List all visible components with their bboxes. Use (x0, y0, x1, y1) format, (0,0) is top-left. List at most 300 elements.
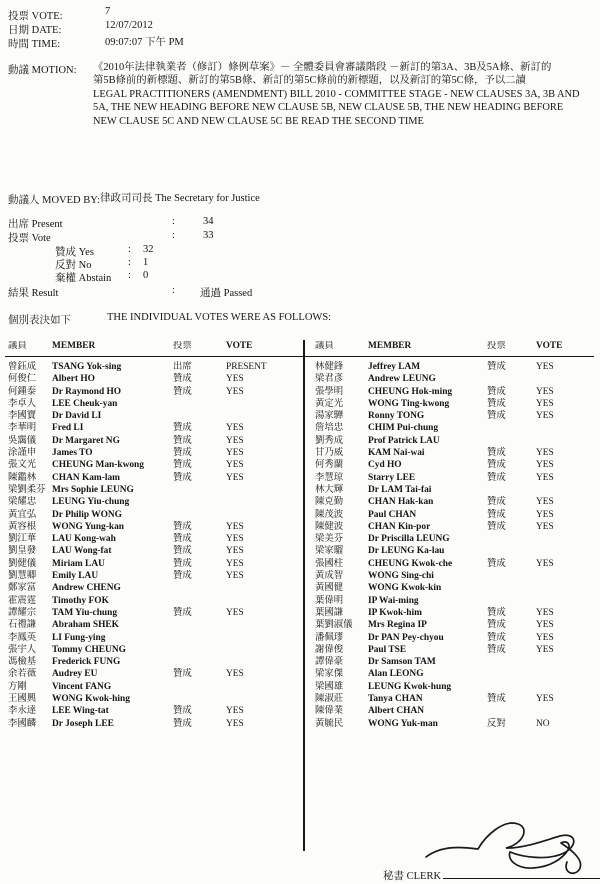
member-row (8, 619, 297, 631)
member-vote-zh: 贊成 (173, 607, 192, 618)
member-vote-zh: 贊成 (487, 644, 506, 655)
member-vote-en (226, 681, 297, 693)
member-name-en: CHEUNG Hok-ming (368, 386, 453, 397)
member-vote-en: YES (226, 460, 244, 471)
member-vote-en: YES (226, 718, 244, 729)
header-member-en: MEMBER (52, 341, 96, 351)
member-name-en: Ronny TONG (368, 411, 425, 422)
member-row (8, 422, 297, 434)
member-name-zh: 詹培忠 (315, 423, 344, 434)
individual-votes-label-en: THE INDIVIDUAL VOTES WERE AS FOLLOWS: (107, 312, 332, 323)
member-vote-zh (487, 668, 536, 680)
member-row (8, 533, 297, 545)
member-vote-en: YES (536, 411, 554, 422)
member-row (315, 705, 593, 717)
member-vote-en (226, 632, 297, 644)
member-vote-en (226, 595, 297, 607)
member-vote-en: YES (226, 435, 244, 446)
member-vote-zh: 贊成 (173, 374, 192, 385)
motion-line-4: 5A, THE NEW HEADING BEFORE NEW CLAUSE 5B, NEW CLAUSE 5B, THE NEW HEADING BEFORE (93, 102, 564, 114)
member-name-en: WONG Yuk-man (368, 718, 438, 729)
member-name-en: LEE Wing-tat (52, 706, 109, 717)
member-vote-zh: 贊成 (487, 694, 506, 705)
member-vote-zh (173, 398, 226, 410)
member-vote-en: YES (536, 644, 554, 655)
member-name-en: Alan LEONG (368, 669, 424, 680)
member-name-zh: 李卓人 (8, 398, 37, 409)
member-vote-zh: 贊成 (173, 435, 192, 446)
member-vote-zh: 贊成 (487, 460, 506, 471)
member-name-en: Jeffrey LAM (368, 362, 421, 372)
member-vote-en: YES (226, 472, 244, 483)
member-vote-en: YES (536, 386, 554, 397)
member-vote-zh (487, 435, 536, 447)
member-vote-en: YES (536, 472, 554, 483)
member-row (8, 656, 297, 668)
member-row (315, 545, 593, 557)
member-row (8, 386, 297, 398)
member-name-en: LEUNG Yiu-chung (52, 497, 130, 508)
member-name-zh: 湯家驊 (315, 411, 344, 422)
motion-line-1: 《2010年法律執業者（修訂）條例草案》－ 全體委員會審議階段 －新訂的第3A、3B及5A條、新訂的 (93, 62, 552, 73)
member-row (8, 410, 297, 422)
member-row (315, 373, 593, 385)
member-name-zh: 黃毓民 (315, 718, 344, 729)
member-name-en: Tommy CHEUNG (52, 644, 126, 655)
colon: : (128, 244, 131, 255)
member-row (8, 681, 297, 693)
member-name-zh: 吳靄儀 (8, 435, 37, 446)
member-vote-en: PRESENT (226, 362, 267, 372)
member-vote-en (226, 582, 297, 594)
table-rows-right (315, 361, 593, 730)
member-name-zh: 甘乃威 (315, 448, 344, 459)
member-row (8, 496, 297, 508)
member-row (315, 521, 593, 533)
member-name-zh: 劉秀成 (315, 435, 344, 446)
member-name-zh: 陳茂波 (315, 509, 344, 520)
member-name-en: Abraham SHEK (52, 620, 119, 631)
present-line (8, 216, 328, 230)
colon: : (172, 230, 175, 241)
member-vote-en (226, 484, 297, 496)
time-value: 09:07:07 下午 PM (105, 37, 184, 48)
member-name-zh: 陳克勤 (315, 497, 344, 508)
vote-number-label: 投票 VOTE: (8, 11, 63, 22)
member-row (8, 582, 297, 594)
member-row (8, 521, 297, 533)
abstain-value: 0 (143, 270, 149, 281)
member-vote-zh: 贊成 (173, 472, 192, 483)
member-name-en: Tanya CHAN (368, 694, 423, 705)
member-row (8, 484, 297, 496)
member-vote-zh (487, 484, 536, 496)
member-vote-en (536, 656, 593, 668)
member-row (315, 361, 593, 373)
member-name-zh: 梁耀忠 (8, 497, 37, 508)
header-vote-en: VOTE (226, 341, 253, 351)
member-vote-en: YES (226, 558, 244, 569)
no-value: 1 (143, 257, 149, 268)
member-vote-en: YES (226, 534, 244, 545)
vote-count-line (8, 230, 328, 244)
member-name-en: Fred LI (52, 423, 84, 434)
vote-count-label: 投票 Vote (8, 233, 51, 244)
motion-label: 動議 MOTION: (8, 65, 77, 76)
member-vote-en (536, 595, 593, 607)
member-name-en: Emily LAU (52, 571, 99, 582)
member-vote-zh (173, 582, 226, 594)
member-name-en: Paul TSE (368, 644, 407, 655)
member-vote-en: YES (226, 374, 244, 385)
member-name-zh: 林大輝 (315, 484, 344, 495)
member-vote-en: YES (536, 398, 554, 409)
member-row (315, 607, 593, 619)
no-count-line (8, 257, 328, 271)
member-name-zh: 梁劉柔芬 (8, 484, 46, 495)
member-name-zh: 李國寶 (8, 411, 37, 422)
member-row (315, 410, 593, 422)
member-name-en: TAM Yiu-chung (52, 607, 118, 618)
member-vote-zh (173, 681, 226, 693)
result-line (8, 285, 328, 299)
member-vote-en: YES (536, 509, 554, 520)
member-name-zh: 陳偉業 (315, 706, 344, 717)
member-name-zh: 張國柱 (315, 558, 344, 569)
member-vote-zh (487, 656, 536, 668)
header-member-en: MEMBER (368, 341, 412, 351)
member-row (315, 693, 593, 705)
member-row (315, 632, 593, 644)
member-vote-zh (173, 619, 226, 631)
member-name-en: Dr LAM Tai-fai (368, 484, 432, 495)
member-row (315, 582, 593, 594)
colon: : (128, 257, 131, 268)
motion-text (93, 61, 595, 128)
abstain-count-line (8, 270, 328, 284)
member-vote-zh (173, 632, 226, 644)
member-vote-en (536, 435, 593, 447)
member-vote-zh: 贊成 (487, 521, 506, 532)
moved-by-line (8, 190, 260, 208)
member-vote-zh: 贊成 (487, 386, 506, 397)
member-vote-zh: 贊成 (487, 632, 506, 643)
present-value: 34 (203, 216, 214, 227)
member-name-en: Miriam LAU (52, 558, 105, 569)
member-name-zh: 余若薇 (8, 669, 37, 680)
member-name-zh: 何鍾泰 (8, 386, 37, 397)
member-name-en: LEUNG Kwok-hung (368, 681, 452, 692)
member-name-en: CHEUNG Man-kwong (52, 460, 144, 471)
member-name-en: Dr Joseph LEE (52, 718, 114, 729)
member-vote-en (536, 422, 593, 434)
member-name-en: Starry LEE (368, 472, 416, 483)
member-name-en: LAU Wong-fat (52, 546, 112, 557)
member-name-zh: 陳鑑林 (8, 472, 37, 483)
table-rows-left (8, 361, 297, 730)
member-vote-en: YES (226, 546, 244, 557)
member-vote-en (536, 533, 593, 545)
member-name-zh: 葉劉淑儀 (315, 620, 353, 631)
time-line (8, 34, 184, 50)
member-vote-en (536, 373, 593, 385)
date-value: 12/07/2012 (105, 20, 153, 31)
member-vote-en: YES (226, 706, 244, 717)
member-name-zh: 黃容根 (8, 521, 37, 532)
member-name-zh: 謝偉俊 (315, 644, 344, 655)
member-row (8, 607, 297, 619)
member-vote-en: YES (536, 620, 554, 631)
member-vote-zh (173, 644, 226, 656)
member-name-en: Paul CHAN (368, 509, 417, 520)
member-vote-zh: 出席 (173, 362, 192, 372)
member-row (8, 545, 297, 557)
member-vote-zh (487, 373, 536, 385)
member-row (315, 509, 593, 521)
member-vote-zh (173, 410, 226, 422)
member-vote-zh: 贊成 (173, 669, 192, 680)
present-label: 出席 Present (8, 219, 63, 230)
member-vote-zh (173, 484, 226, 496)
member-vote-en: YES (226, 448, 244, 459)
member-row (8, 373, 297, 385)
member-name-en: Frederick FUNG (52, 657, 121, 668)
member-row (315, 681, 593, 693)
member-name-en: Dr Priscilla LEUNG (368, 534, 450, 545)
header-vote-en: VOTE (536, 341, 563, 351)
votes-table-left (8, 341, 297, 730)
colon: : (172, 216, 175, 227)
result-label: 結果 Result (8, 288, 59, 299)
member-vote-en: YES (536, 362, 554, 372)
member-vote-en (226, 656, 297, 668)
member-name-zh: 林健鋒 (315, 362, 344, 372)
member-vote-en: YES (536, 632, 554, 643)
member-name-en: Vincent FANG (52, 681, 112, 692)
member-name-en: KAM Nai-wai (368, 448, 425, 459)
member-row (315, 386, 593, 398)
motion-line-3: LEGAL PRACTITIONERS (AMENDMENT) BILL 2010 - COMMITTEE STAGE - NEW CLAUSES 3A, 3B AND (93, 88, 580, 100)
header-member-zh: 議員 (8, 341, 27, 351)
member-vote-en (226, 644, 297, 656)
colon: : (172, 285, 175, 296)
member-name-zh: 梁美芬 (315, 534, 344, 545)
member-name-zh: 黃成智 (315, 571, 344, 582)
member-vote-zh (487, 582, 536, 594)
member-name-en: TSANG Yok-sing (52, 362, 122, 372)
member-vote-zh: 贊成 (173, 460, 192, 471)
member-name-en: CHAN Hak-kan (368, 497, 434, 508)
date-line (8, 20, 153, 36)
member-row (315, 496, 593, 508)
member-name-zh: 涂謹申 (8, 448, 37, 459)
member-name-en: CHEUNG Kwok-che (368, 558, 453, 569)
member-vote-zh: 贊成 (487, 558, 506, 569)
member-vote-en (536, 570, 593, 582)
member-name-zh: 李國麟 (8, 718, 37, 729)
moved-by-value: 律政司司長 The Secretary for Justice (100, 193, 260, 204)
member-vote-en: YES (226, 669, 244, 680)
member-name-zh: 鄭家富 (8, 583, 37, 594)
member-vote-zh: 贊成 (173, 546, 192, 557)
member-name-en: Prof Patrick LAU (368, 435, 440, 446)
member-row (315, 570, 593, 582)
member-row (315, 398, 593, 410)
member-row (315, 422, 593, 434)
member-name-zh: 李華明 (8, 423, 37, 434)
member-name-zh: 李鳳英 (8, 632, 37, 643)
member-row (315, 718, 593, 730)
member-vote-zh (173, 496, 226, 508)
member-row (315, 619, 593, 631)
member-name-zh: 譚耀宗 (8, 607, 37, 618)
member-vote-zh: 贊成 (487, 607, 506, 618)
member-vote-en (226, 509, 297, 521)
member-vote-zh (173, 595, 226, 607)
member-vote-en (536, 705, 593, 717)
member-vote-zh (487, 422, 536, 434)
member-name-zh: 李永達 (8, 706, 37, 717)
no-label: 反對 No (55, 260, 92, 271)
member-row (315, 447, 593, 459)
member-name-en: Dr Philip WONG (52, 509, 122, 520)
motion-line-2: 第5B條前的新標題、新訂的第5B條、新訂的第5C條前的新標題，以及新訂的第5C條，予以二讀 (93, 75, 526, 87)
member-name-en: Mrs Sophie LEUNG (52, 484, 134, 495)
member-vote-zh (487, 570, 536, 582)
member-row (315, 435, 593, 447)
member-row (8, 632, 297, 644)
time-label: 時間 TIME: (8, 39, 61, 50)
table-column-divider (303, 340, 305, 851)
member-name-zh: 黃國健 (315, 583, 344, 594)
member-vote-zh: 贊成 (487, 362, 506, 372)
member-name-zh: 張宇人 (8, 644, 37, 655)
member-vote-en (536, 484, 593, 496)
member-vote-zh: 贊成 (173, 534, 192, 545)
clerk-signature-line (443, 868, 600, 879)
member-name-zh: 張學明 (315, 386, 344, 397)
table-header-left (8, 341, 297, 356)
member-row (8, 718, 297, 730)
member-vote-en (226, 398, 297, 410)
member-name-en: Dr David LI (52, 411, 102, 422)
member-name-en: WONG Sing-chi (368, 571, 434, 582)
member-vote-en (536, 582, 593, 594)
member-name-zh: 霍震霆 (8, 595, 37, 606)
member-name-zh: 葉國謙 (315, 607, 344, 618)
member-vote-en: YES (536, 558, 554, 569)
member-vote-en: NO (536, 718, 550, 729)
member-name-zh: 馮檢基 (8, 657, 37, 668)
table-header-right (315, 341, 593, 356)
individual-votes-heading (8, 312, 508, 327)
member-vote-zh: 反對 (487, 718, 506, 729)
header-member-zh: 議員 (315, 341, 334, 351)
member-name-en: LI Fung-ying (52, 632, 106, 643)
member-vote-zh: 贊成 (487, 472, 506, 483)
member-name-zh: 李慧琼 (315, 472, 344, 483)
member-name-en: WONG Kwok-hing (52, 694, 130, 705)
member-row (8, 398, 297, 410)
member-row (315, 459, 593, 471)
member-name-en: Dr Raymond HO (52, 386, 122, 397)
member-name-en: Albert CHAN (368, 706, 424, 717)
member-name-en: LAU Kong-wah (52, 534, 116, 545)
motion-line-5: NEW CLAUSE 5C AND NEW CLAUSE 5C BE READ THE SECOND TIME (93, 115, 424, 127)
member-vote-zh: 贊成 (173, 706, 192, 717)
member-name-en: Cyd HO (368, 460, 402, 471)
member-vote-en: YES (226, 607, 244, 618)
member-row (8, 361, 297, 373)
member-name-en: LEE Cheuk-yan (52, 398, 118, 409)
member-name-en: WONG Yung-kan (52, 521, 124, 532)
member-name-en: Dr Samson TAM (368, 657, 436, 668)
vote-number-value: 7 (105, 6, 111, 17)
member-name-zh: 葉偉明 (315, 595, 344, 606)
member-vote-en (226, 410, 297, 422)
member-vote-en: YES (226, 521, 244, 532)
member-name-zh: 梁君彥 (315, 374, 344, 385)
member-name-en: Andrew CHENG (52, 583, 121, 594)
member-row (315, 595, 593, 607)
member-name-zh: 梁家傑 (315, 669, 344, 680)
member-name-en: Dr LEUNG Ka-lau (368, 546, 445, 557)
member-row (315, 644, 593, 656)
member-vote-en: YES (536, 694, 554, 705)
member-vote-en (226, 496, 297, 508)
member-name-en: James TO (52, 448, 93, 459)
member-name-en: Timothy FOK (52, 595, 109, 606)
individual-votes-label-zh: 個別表決如下 (8, 315, 71, 326)
member-name-zh: 梁國雄 (315, 681, 344, 692)
member-name-zh: 劉慧卿 (8, 571, 37, 582)
member-vote-zh: 贊成 (173, 718, 192, 729)
member-name-zh: 陳淑莊 (315, 694, 344, 705)
yes-label: 贊成 Yes (55, 247, 94, 258)
member-vote-en: YES (226, 386, 244, 397)
member-name-en: Audrey EU (52, 669, 98, 680)
member-name-en: Andrew LEUNG (368, 374, 436, 385)
member-vote-zh: 贊成 (487, 448, 506, 459)
member-name-zh: 張文光 (8, 460, 37, 471)
member-vote-zh: 贊成 (173, 386, 192, 397)
member-vote-en: YES (536, 497, 554, 508)
member-vote-zh: 贊成 (173, 448, 192, 459)
date-label: 日期 DATE: (8, 25, 62, 36)
member-name-en: CHAN Kam-lam (52, 472, 120, 483)
member-vote-en: YES (536, 521, 554, 532)
member-name-zh: 陳健波 (315, 521, 344, 532)
member-row (8, 693, 297, 705)
member-name-zh: 王國興 (8, 694, 37, 705)
member-name-zh: 石禮謙 (8, 620, 37, 631)
member-row (8, 459, 297, 471)
member-vote-zh: 贊成 (487, 398, 506, 409)
member-vote-zh: 贊成 (487, 497, 506, 508)
yes-count-line (8, 244, 328, 258)
member-name-en: CHIM Pui-chung (368, 423, 439, 434)
result-value: 通過 Passed (200, 288, 253, 299)
member-vote-zh (487, 533, 536, 545)
member-row (315, 668, 593, 680)
member-row (8, 435, 297, 447)
member-name-zh: 方剛 (8, 681, 27, 692)
member-vote-en (226, 619, 297, 631)
member-name-en: Dr PAN Pey-chyou (368, 632, 444, 643)
member-vote-en (536, 681, 593, 693)
member-name-en: IP Wai-ming (368, 595, 419, 606)
member-name-zh: 劉皇發 (8, 546, 37, 557)
